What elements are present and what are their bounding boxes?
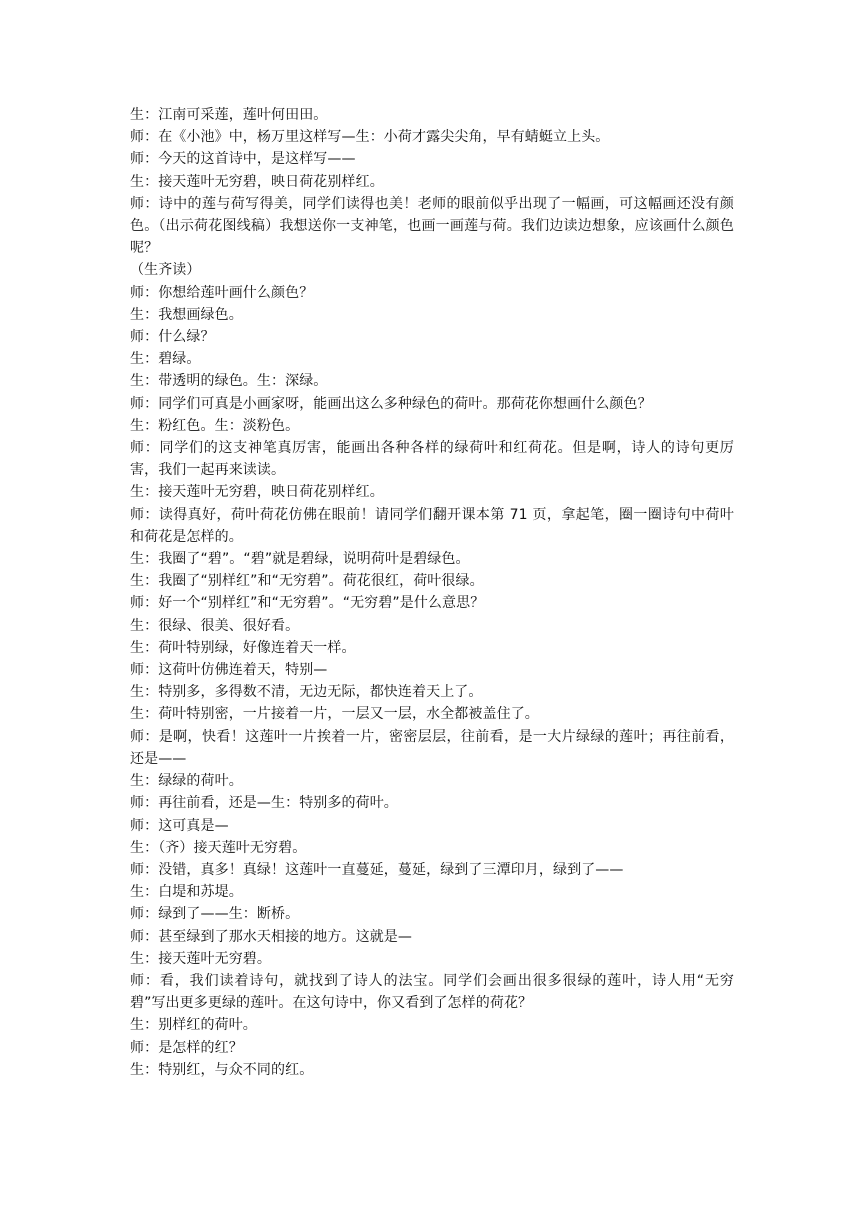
dialogue-paragraph: （生齐读） — [130, 262, 201, 279]
dialogue-paragraph: 师：同学们可真是小画家呀，能画出这么多种绿色的荷叶。那荷花你想画什么颜色？ — [130, 395, 652, 412]
dialogue-paragraph: 师：是啊，快看！这莲叶一片挨着一片，密密层层，往前看，是一大片绿绿的莲叶；再往前看，还是—— — [130, 728, 734, 767]
dialogue-paragraph: 生：接天莲叶无穷碧，映日荷花别样红。 — [130, 484, 384, 501]
dialogue-paragraph: 师：绿到了——生：断桥。 — [130, 906, 300, 923]
dialogue-paragraph: 生：我圈了“别样红”和“无穷碧”。荷花很红，荷叶很绿。 — [130, 573, 484, 590]
dialogue-paragraph: 生：荷叶特别绿，好像连着天一样。 — [130, 639, 356, 656]
dialogue-paragraph: 生：我圈了“碧”。“碧”就是碧绿，说明荷叶是碧绿色。 — [130, 551, 470, 568]
dialogue-paragraph: 师：什么绿？ — [130, 329, 215, 346]
dialogue-paragraph: 生：荷叶特别密，一片接着一片，一层又一层，水全都被盖住了。 — [130, 706, 539, 723]
dialogue-paragraph: 师：同学们的这支神笔真厉害，能画出各种各样的绿荷叶和红荷花。但是啊，诗人的诗句更厉害，我们一起再来读读。 — [130, 440, 734, 479]
dialogue-paragraph: 生：绿绿的荷叶。 — [130, 773, 243, 790]
dialogue-paragraph: 师：你想给莲叶画什么颜色？ — [130, 284, 314, 301]
dialogue-paragraph: 生：很绿、很美、很好看。 — [130, 617, 300, 634]
dialogue-paragraph: 师：甚至绿到了那水天相接的地方。这就是— — [130, 928, 412, 945]
dialogue-paragraph: 生：别样红的荷叶。 — [130, 1017, 257, 1034]
dialogue-paragraph: 师：读得真好，荷叶荷花仿佛在眼前！请同学们翻开课本第 71 页，拿起笔，圈一圈诗句中荷叶和荷花是怎样的。 — [130, 506, 734, 545]
dialogue-paragraph: 师：今天的这首诗中，是这样写—— — [130, 151, 356, 168]
dialogue-paragraph: 生：接天莲叶无穷碧。 — [130, 950, 271, 967]
dialogue-paragraph: 师：诗中的莲与荷写得美，同学们读得也美！老师的眼前似乎出现了一幅画，可这幅画还没有颜色。（出示荷花图线稿）我想送你一支神笔，也画一画莲与荷。我们边读边想象，应该画什么颜色呢？ — [130, 195, 734, 257]
dialogue-paragraph: 生：（齐）接天莲叶无穷碧。 — [130, 839, 307, 856]
dialogue-paragraph: 师：是怎样的红？ — [130, 1039, 243, 1056]
dialogue-paragraph: 师：这荷叶仿佛连着天，特别— — [130, 662, 328, 679]
dialogue-paragraph: 生：特别多，多得数不清，无边无际，都快连着天上了。 — [130, 684, 483, 701]
document-body — [130, 104, 734, 1081]
dialogue-paragraph: 生：接天莲叶无穷碧，映日荷花别样红。 — [130, 173, 384, 190]
dialogue-paragraph: 生：白堤和苏堤。 — [130, 884, 243, 901]
dialogue-paragraph: 生：粉红色。生：淡粉色。 — [130, 417, 300, 434]
dialogue-paragraph: 师：好一个“别样红”和“无穷碧”。“无穷碧”是什么意思？ — [130, 595, 485, 612]
dialogue-paragraph: 师：没错，真多！真绿！这莲叶一直蔓延，蔓延，绿到了三潭印月，绿到了—— — [130, 861, 624, 878]
dialogue-paragraph: 生：我想画绿色。 — [130, 306, 243, 323]
dialogue-paragraph: 师：再往前看，还是—生：特别多的荷叶。 — [130, 795, 398, 812]
dialogue-paragraph: 师：看，我们读着诗句，就找到了诗人的法宝。同学们会画出很多很绿的莲叶，诗人用“无穷碧”写出更多更绿的莲叶。在这句诗中，你又看到了怎样的荷花？ — [130, 972, 734, 1012]
dialogue-paragraph: 生：特别红，与众不同的红。 — [130, 1061, 314, 1078]
dialogue-paragraph: 师：在《小池》中，杨万里这样写—生：小荷才露尖尖角，早有蜻蜓立上头。 — [130, 129, 610, 146]
dialogue-paragraph: 师：这可真是— — [130, 817, 229, 834]
dialogue-paragraph: 生：碧绿。 — [130, 351, 201, 368]
dialogue-paragraph: 生：带透明的绿色。生：深绿。 — [130, 373, 328, 390]
dialogue-paragraph: 生：江南可采莲，莲叶何田田。 — [130, 107, 328, 123]
